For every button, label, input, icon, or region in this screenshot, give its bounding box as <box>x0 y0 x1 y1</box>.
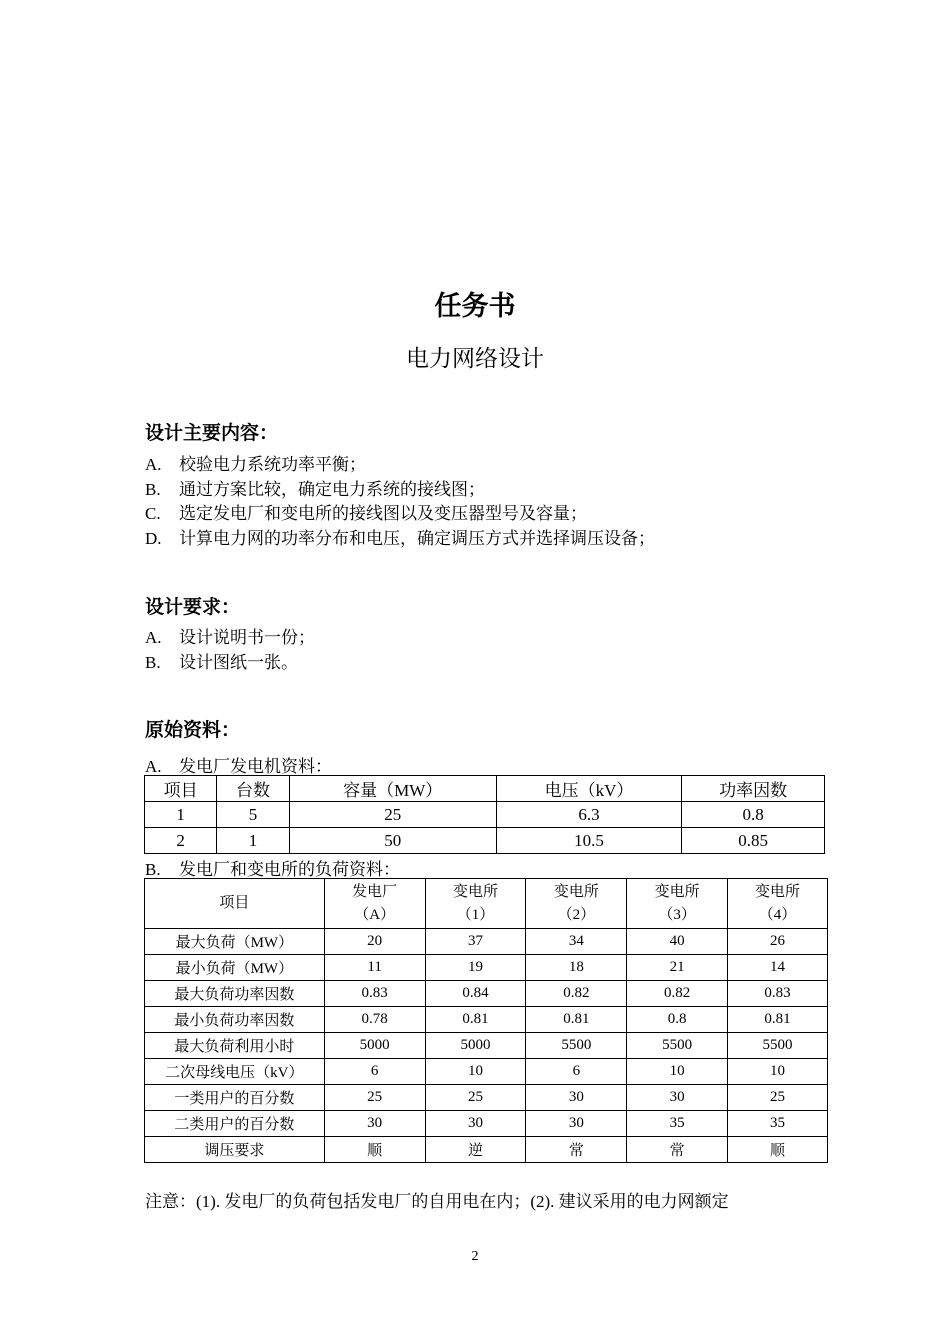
table-cell: 5 <box>217 802 289 828</box>
table-cell: 0.82 <box>526 981 627 1007</box>
load-table-caption: B. 发电厂和变电所的负荷资料： <box>145 860 400 879</box>
table-cell: 0.85 <box>682 828 825 854</box>
table-row <box>145 981 828 1007</box>
table-row <box>145 1033 828 1059</box>
table-cell: 50 <box>289 828 496 854</box>
table-cell: 30 <box>526 1111 627 1137</box>
list-item: A. 校验电力系统功率平衡； <box>145 455 366 474</box>
table-cell: 18 <box>526 955 627 981</box>
header-cell: 项目 <box>145 776 217 802</box>
table-cell: 5500 <box>728 1033 828 1059</box>
table-cell: 10 <box>425 1059 526 1085</box>
design-requirements-list <box>145 626 315 675</box>
table-cell: 5500 <box>627 1033 728 1059</box>
table-cell: 一类用户的百分数 <box>145 1085 325 1111</box>
generator-table-caption: A. 发电厂发电机资料： <box>145 757 332 776</box>
list-item: C. 选定发电厂和变电所的接线图以及变压器型号及容量； <box>145 504 587 523</box>
table-row <box>145 1111 828 1137</box>
header-cell: 变电所 （4） <box>728 879 828 929</box>
header-cell: 电压（kV） <box>496 776 682 802</box>
table-cell: 2 <box>145 828 217 854</box>
header-cell: 变电所 （2） <box>526 879 627 929</box>
table-cell: 35 <box>728 1111 828 1137</box>
page-number: 2 <box>471 1249 479 1264</box>
list-item: D. 计算电力网的功率分布和电压，确定调压方式并选择调压设备； <box>145 528 655 548</box>
table-cell: 20 <box>324 929 425 955</box>
table-cell: 二类用户的百分数 <box>145 1111 325 1137</box>
table-cell: 最大负荷（MW） <box>145 929 325 955</box>
table-cell: 25 <box>425 1085 526 1111</box>
table-cell: 常 <box>526 1137 627 1163</box>
table-row <box>145 828 825 854</box>
table-cell: 顺 <box>324 1137 425 1163</box>
list-item: B. 设计图纸一张。 <box>145 652 298 672</box>
table-cell: 最小负荷功率因数 <box>145 1007 325 1033</box>
table-cell: 1 <box>217 828 289 854</box>
table-cell: 34 <box>526 929 627 955</box>
table-row <box>145 1085 828 1111</box>
table-cell: 0.83 <box>728 981 828 1007</box>
table-header-row <box>145 879 828 929</box>
table-cell: 0.81 <box>425 1007 526 1033</box>
table-cell: 25 <box>289 802 496 828</box>
table-cell: 5500 <box>526 1033 627 1059</box>
table-cell: 逆 <box>425 1137 526 1163</box>
table-cell: 30 <box>526 1085 627 1111</box>
design-content-list <box>145 453 655 551</box>
table-cell: 1 <box>145 802 217 828</box>
header-cell: 发电厂 （A） <box>324 879 425 929</box>
load-table <box>144 878 828 1163</box>
table-cell: 30 <box>324 1111 425 1137</box>
table-row <box>145 1007 828 1033</box>
table-cell: 最小负荷（MW） <box>145 955 325 981</box>
table-cell: 40 <box>627 929 728 955</box>
table-cell: 0.8 <box>682 802 825 828</box>
source-data-heading: 原始资料： <box>145 719 241 741</box>
table-cell: 30 <box>627 1085 728 1111</box>
table-cell: 0.82 <box>627 981 728 1007</box>
table-cell: 6 <box>324 1059 425 1085</box>
table-cell: 0.83 <box>324 981 425 1007</box>
table-cell: 26 <box>728 929 828 955</box>
header-cell: 容量（MW） <box>289 776 496 802</box>
table-cell: 最大负荷功率因数 <box>145 981 325 1007</box>
note-text: 注意：(1). 发电厂的负荷包括发电厂的自用电在内；(2). 建议采用的电力网额定 <box>145 1192 729 1211</box>
table-row <box>145 802 825 828</box>
table-cell: 调压要求 <box>145 1137 325 1163</box>
table-cell: 10.5 <box>496 828 682 854</box>
generator-table <box>144 775 825 854</box>
table-cell: 二次母线电压（kV） <box>145 1059 325 1085</box>
table-cell: 6.3 <box>496 802 682 828</box>
table-cell: 35 <box>627 1111 728 1137</box>
table-cell: 14 <box>728 955 828 981</box>
table-cell: 25 <box>728 1085 828 1111</box>
table-cell: 21 <box>627 955 728 981</box>
table-cell: 10 <box>728 1059 828 1085</box>
table-cell: 0.84 <box>425 981 526 1007</box>
design-requirements-heading: 设计要求： <box>145 596 241 618</box>
table-cell: 最大负荷利用小时 <box>145 1033 325 1059</box>
table-header-row <box>145 776 825 802</box>
table-cell: 0.81 <box>526 1007 627 1033</box>
header-cell: 变电所 （1） <box>425 879 526 929</box>
table-row <box>145 955 828 981</box>
table-cell: 顺 <box>728 1137 828 1163</box>
table-cell: 5000 <box>324 1033 425 1059</box>
table-row <box>145 1059 828 1085</box>
table-cell: 0.81 <box>728 1007 828 1033</box>
table-cell: 11 <box>324 955 425 981</box>
table-row <box>145 1137 828 1163</box>
table-cell: 37 <box>425 929 526 955</box>
list-item: A. 设计说明书一份； <box>145 628 315 647</box>
header-cell: 项目 <box>145 879 325 929</box>
table-cell: 25 <box>324 1085 425 1111</box>
table-cell: 0.78 <box>324 1007 425 1033</box>
header-cell: 功率因数 <box>682 776 825 802</box>
table-cell: 19 <box>425 955 526 981</box>
table-row <box>145 929 828 955</box>
list-item: B. 通过方案比较，确定电力系统的接线图； <box>145 479 485 499</box>
table-cell: 30 <box>425 1111 526 1137</box>
header-cell: 变电所 （3） <box>627 879 728 929</box>
table-cell: 0.8 <box>627 1007 728 1033</box>
page-title: 任务书 <box>434 291 516 322</box>
table-cell: 5000 <box>425 1033 526 1059</box>
header-cell: 台数 <box>217 776 289 802</box>
table-cell: 6 <box>526 1059 627 1085</box>
table-cell: 常 <box>627 1137 728 1163</box>
table-cell: 10 <box>627 1059 728 1085</box>
design-content-heading: 设计主要内容： <box>145 422 279 444</box>
page-subtitle: 电力网络设计 <box>406 346 544 372</box>
